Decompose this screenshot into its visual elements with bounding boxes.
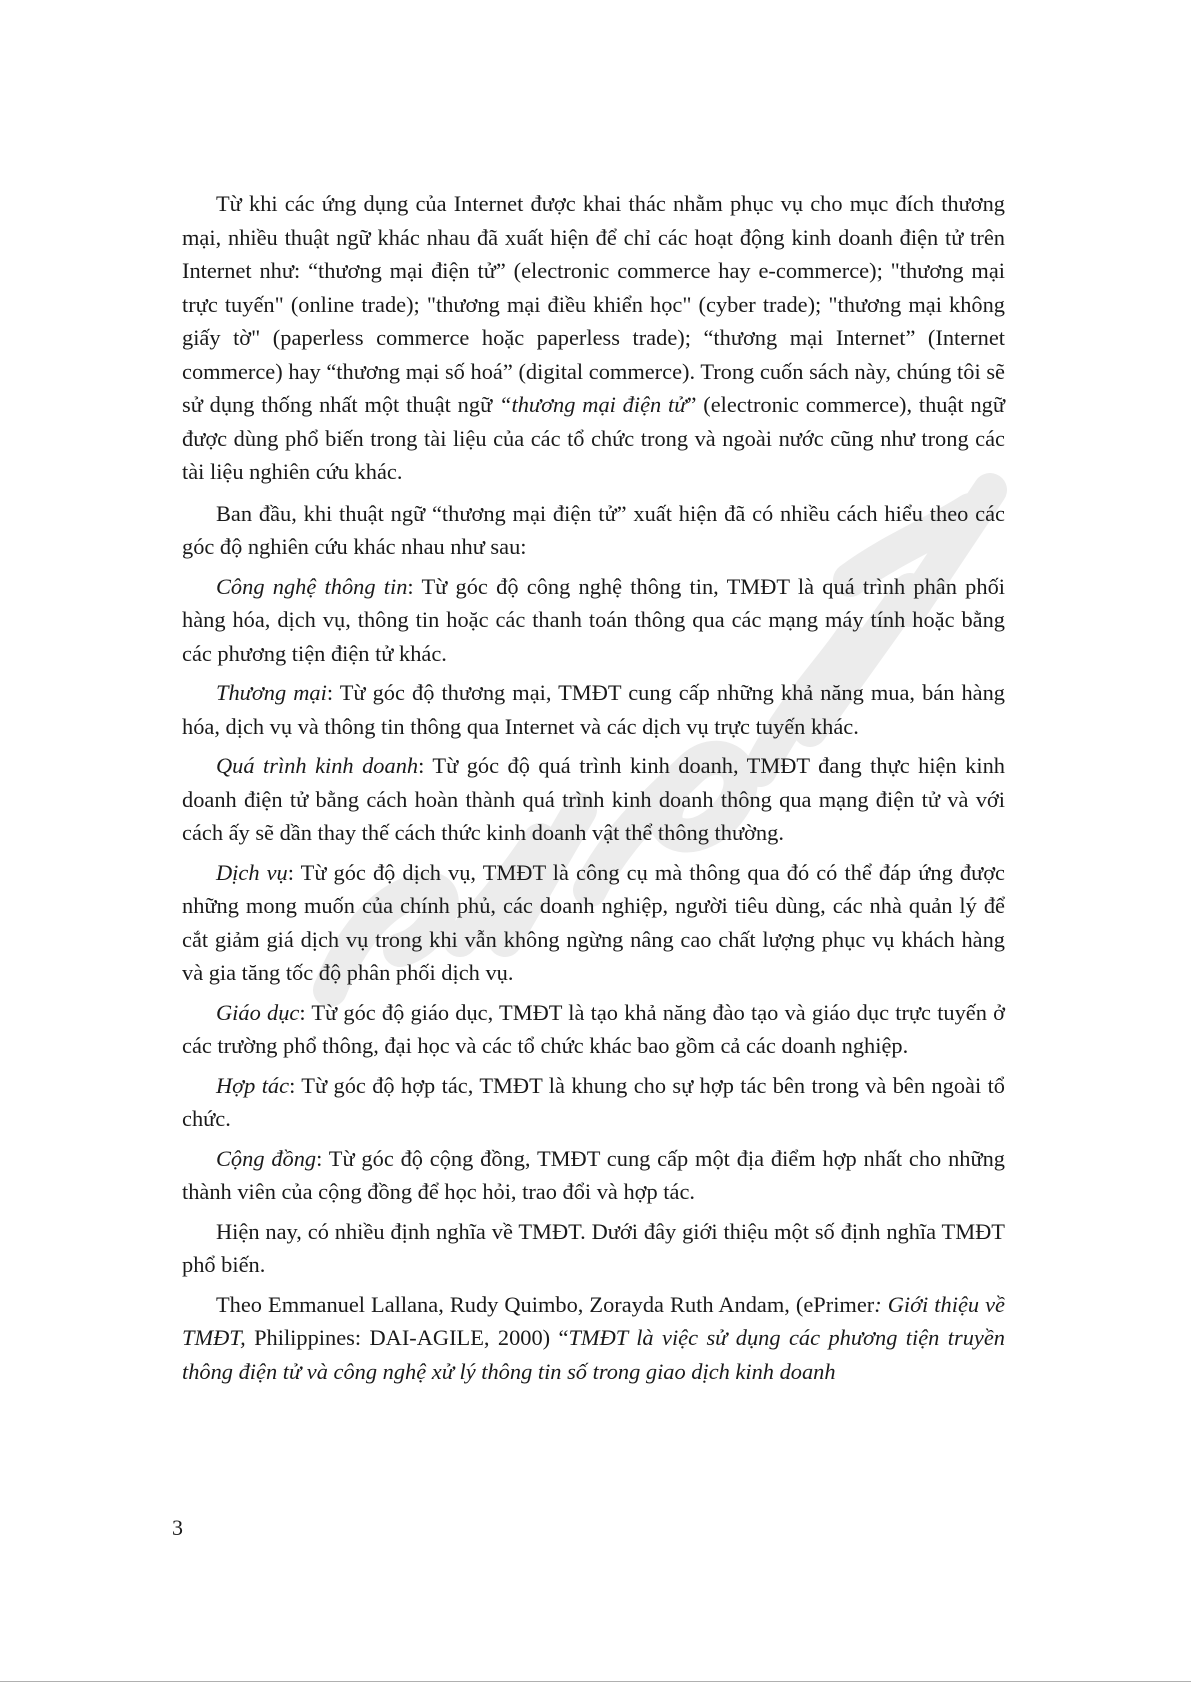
paragraph-citation [182,1288,1005,1389]
body-text [182,187,1005,1394]
italic-term: Công nghệ thông tin [216,573,408,599]
italic-quote: TMĐT là việc sử dụng các phương tiện truyền thông điện tử và công nghệ xử lý thông tin số trong giao dịch kinh doanh [182,1325,1005,1384]
paragraph-perspectives [182,497,1005,564]
paragraph-text: Ban đầu, khi thuật ngữ “thương mại điện tử” xuất hiện đã có nhiều cách hiểu theo các góc độ nghiên cứu khác nhau như sau: [182,500,1005,559]
page-number: 3 [172,1515,183,1540]
italic-term: Thương mại [216,680,327,705]
paragraph-text: : Từ góc độ công nghệ thông tin, TMĐT là quá trình phân phối hàng hóa, dịch vụ, thông tin hoặc các thanh toán thông qua các mạng máy tính hoặc bằng các phương tiện điện tử khác. [182,573,1005,666]
paragraph-text: Theo Emmanuel Lallana, Rudy Quimbo, Zorayda Ruth Andam, (ePrimer [216,1291,875,1317]
paragraph-text: Từ khi các ứng dụng của Internet được khai thác nhằm phục vụ cho mục đích thương mại, nhiều thuật ngữ khác nhau đã xuất hiện để chỉ các hoạt động kinh doanh điện tử trên Internet như: “thương mại điện tử” (electronic commerce hay e-commerce); "thương mại trực tuyến" (online trade); "thương mại điều khiển học" (cyber trade); "thương mại không giấy tờ" (paperless commerce hoặc paperless trade); “thương mại Internet” (Internet commerce) hay “thương mại số hoá” (digital commerce). Trong cuốn sách này, chúng tôi sẽ sử dụng thống nhất một thuật ngữ [182,191,1005,417]
paragraph-business-process [182,749,1005,850]
paragraph-text: : Từ góc độ hợp tác, TMĐT là khung cho sự hợp tác bên trong và bên ngoài tổ chức. [182,1072,1005,1131]
paragraph-definitions [182,1215,1005,1282]
italic-term: Giáo dục [216,999,300,1025]
italic-term: Cộng đồng [216,1145,317,1171]
italic-term: Dịch vụ [216,859,288,885]
paragraph-text: Philippines: DAI-AGILE, 2000) “ [245,1325,569,1350]
paragraph-education [182,996,1005,1063]
italic-term: Hợp tác [216,1072,290,1098]
italic-term: Quá trình kinh doanh [216,753,419,778]
paragraph-intro [182,187,1005,489]
page-bottom-rule [0,1681,1191,1682]
italic-title: : Giới thiệu về TMĐT, [182,1291,1005,1350]
paragraph-community [182,1142,1005,1209]
paragraph-text: Hiện nay, có nhiều định nghĩa về TMĐT. Dưới đây giới thiệu một số định nghĩa TMĐT phổ biến. [182,1218,1005,1277]
paragraph-text: : Từ góc độ cộng đồng, TMĐT cung cấp một địa điểm hợp nhất cho những thành viên của cộng đồng để học hỏi, trao đổi và hợp tác. [182,1145,1006,1204]
italic-term: “thương mại điện tử [499,392,687,417]
paragraph-text: : Từ góc độ thương mại, TMĐT cung cấp những khả năng mua, bán hàng hóa, dịch vụ và thông tin thông qua Internet và các dịch vụ trực tuyến khác. [182,680,1005,739]
paragraph-commerce [182,676,1005,743]
paragraph-service [182,856,1005,990]
paragraph-cooperation [182,1069,1005,1136]
paragraph-text: : Từ góc độ giáo dục, TMĐT là tạo khả năng đào tạo và giáo dục trực tuyến ở các trường phổ thông, đại học và các tổ chức khác bao gồm cả các doanh nghiệp. [182,999,1005,1058]
paragraph-text: ” (electronic commerce), thuật ngữ được dùng phổ biến trong tài liệu của các tổ chức trong và ngoài nước cũng như trong các tài liệu nghiên cứu khác. [182,392,1005,484]
paragraph-text: : Từ góc độ quá trình kinh doanh, TMĐT đang thực hiện kinh doanh điện tử bằng cách hoàn thành quá trình kinh doanh thông qua mạng điện tử và với cách ấy sẽ dần thay thế cách thức kinh doanh vật thể thông thường. [182,753,1005,845]
paragraph-text: : Từ góc độ dịch vụ, TMĐT là công cụ mà thông qua đó có thể đáp ứng được những mong muốn của chính phủ, các doanh nghiệp, người tiêu dùng, các nhà quản lý để cắt giảm giá dịch vụ trong khi vẫn không ngừng nâng cao chất lượng phục vụ khách hàng và gia tăng tốc độ phân phối dịch vụ. [182,859,1005,985]
paragraph-it [182,570,1005,671]
